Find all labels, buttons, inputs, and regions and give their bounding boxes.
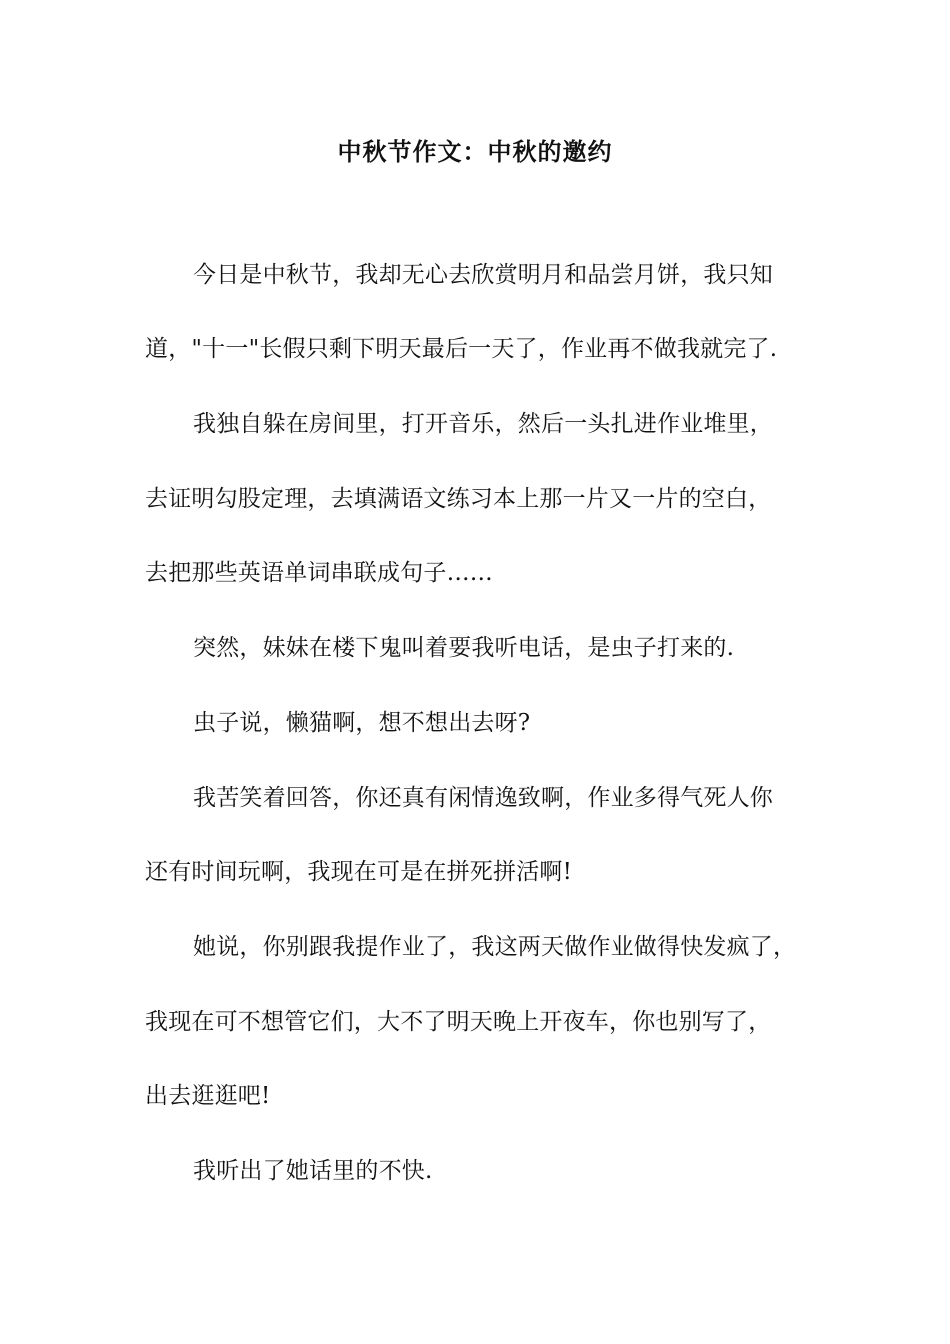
paragraph-line: 她说，你别跟我提作业了，我这两天做作业做得快发疯了，	[193, 934, 797, 960]
paragraph-line: 还有时间玩啊，我现在可是在拼死拼活啊!	[145, 859, 573, 885]
paragraph-line: 我独自躲在房间里，打开音乐，然后一头扎进作业堆里，	[193, 411, 773, 437]
paragraph-line: 突然，妹妹在楼下鬼叫着要我听电话，是虫子打来的.	[193, 635, 735, 661]
paragraph-line: 虫子说，懒猫啊，想不想出去呀?	[193, 710, 531, 736]
paragraph-line: 我苦笑着回答，你还真有闲情逸致啊，作业多得气死人你	[193, 785, 773, 811]
paragraph-line: 我现在可不想管它们，大不了明天晚上开夜车，你也别写了，	[145, 1009, 772, 1035]
paragraph-line: 去把那些英语单词串联成句子……	[145, 560, 493, 586]
paragraph-line: 今日是中秋节，我却无心去欣赏明月和品尝月饼，我只知	[193, 262, 773, 288]
paragraph-line: 出去逛逛吧!	[145, 1083, 271, 1109]
paragraph-line: 我听出了她话里的不快.	[193, 1158, 433, 1184]
paragraph-line: 道，"十一"长假只剩下明天最后一天了，作业再不做我就完了.	[145, 336, 778, 362]
paragraph-line: 去证明勾股定理，去填满语文练习本上那一片又一片的空白，	[145, 486, 772, 512]
document-title: 中秋节作文：中秋的邀约	[337, 137, 613, 166]
